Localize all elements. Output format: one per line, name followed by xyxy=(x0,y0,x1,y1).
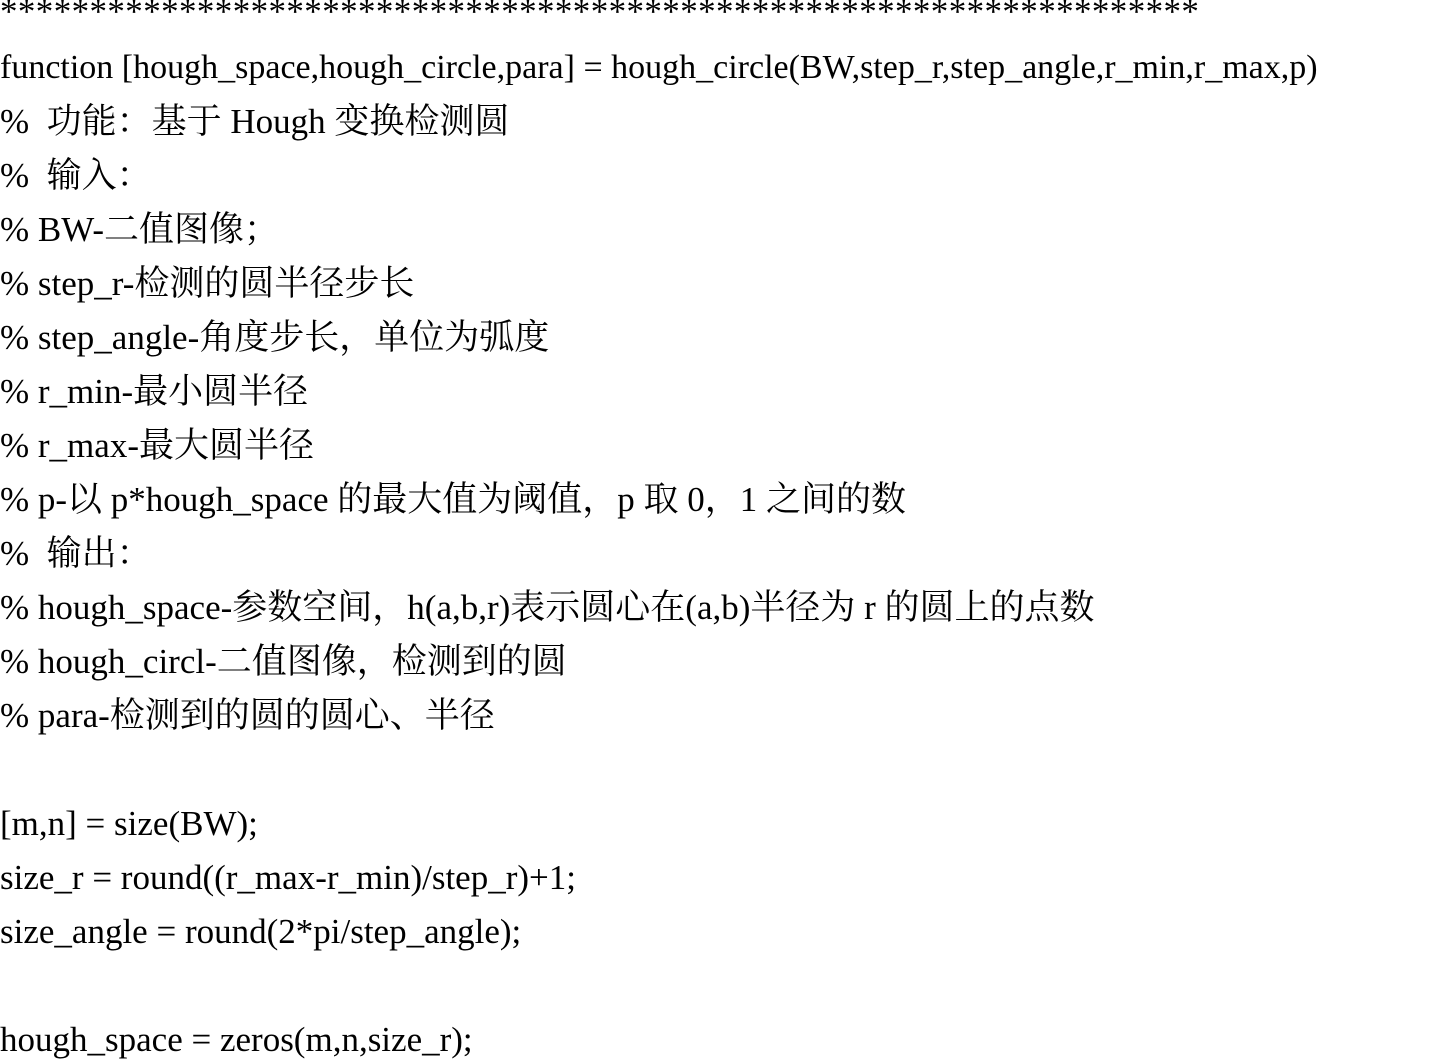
comment-hough-space-line: % hough_space-参数空间，h(a,b,r)表示圆心在(a,b)半径为 r 的圆上的点数 xyxy=(0,588,1095,627)
code-size-bw-line: [m,n] = size(BW); xyxy=(0,804,258,843)
asterisk-separator-line: ******************************************************************* xyxy=(0,0,1200,31)
code-size-angle-line: size_angle = round(2*pi/step_angle); xyxy=(0,912,522,951)
comment-step-angle-line: % step_angle-角度步长，单位为弧度 xyxy=(0,318,550,357)
comment-r-min-line: % r_min-最小圆半径 xyxy=(0,372,309,411)
code-size-r-line: size_r = round((r_max-r_min)/step_r)+1; xyxy=(0,858,576,897)
comment-p-line: % p-以 p*hough_space 的最大值为阈值，p 取 0，1 之间的数 xyxy=(0,480,907,519)
comment-step-r-line: % step_r-检测的圆半径步长 xyxy=(0,264,415,303)
comment-hough-circl-line: % hough_circl-二值图像，检测到的圆 xyxy=(0,642,567,681)
comment-output-heading-line: % 输出： xyxy=(0,534,152,573)
comment-function-line: % 功能：基于 Hough 变换检测圆 xyxy=(0,102,510,141)
comment-bw-line: % BW-二值图像； xyxy=(0,210,280,249)
code-hough-space-zeros-line: hough_space = zeros(m,n,size_r); xyxy=(0,1020,473,1059)
comment-r-max-line: % r_max-最大圆半径 xyxy=(0,426,314,465)
function-signature-line: function [hough_space,hough_circle,para] = hough_circle(BW,step_r,step_angle,r_min,r_max,p) xyxy=(0,49,1318,86)
comment-input-heading-line: % 输入： xyxy=(0,156,152,195)
comment-para-line: % para-检测到的圆的圆心、半径 xyxy=(0,696,495,735)
